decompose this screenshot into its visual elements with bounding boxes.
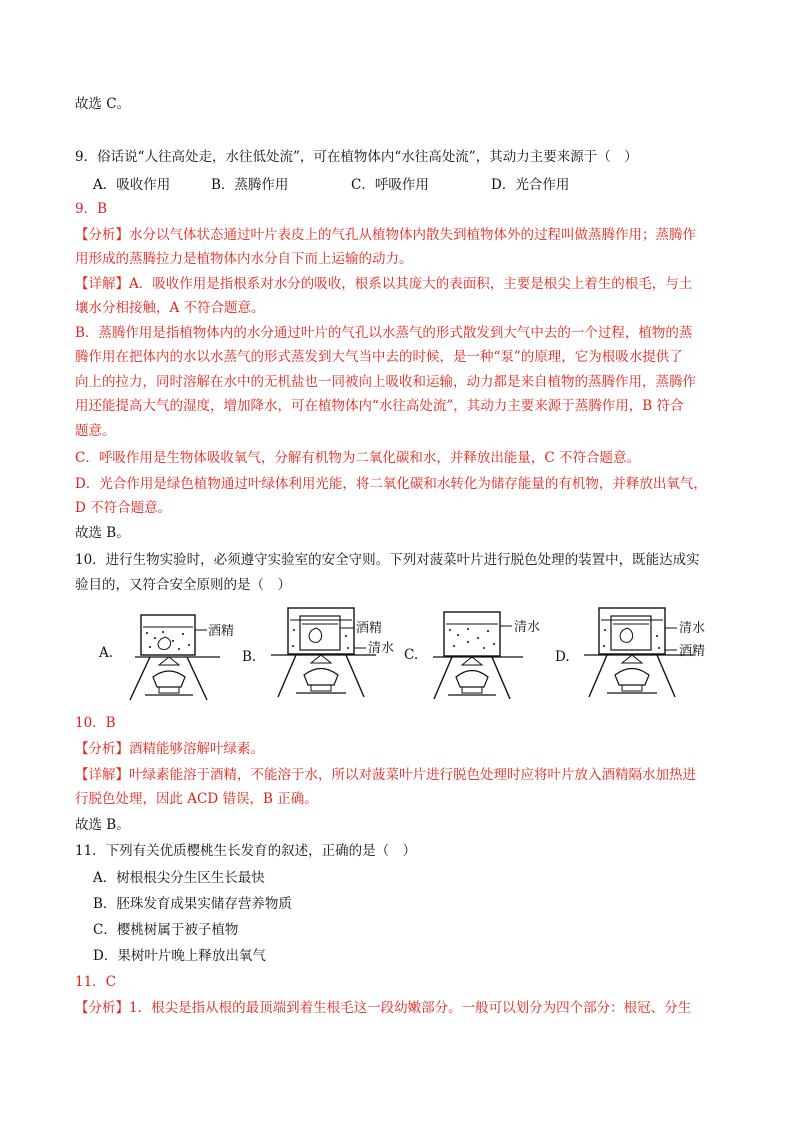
figure-b-letter: B. <box>242 649 257 665</box>
q10-detail-line2: 行脱色处理，因此 ACD 错误，B 正确。 <box>75 791 318 807</box>
q9-detail-line1 <box>75 275 692 293</box>
q10-stem-line1: 10．进行生物实验时，必须遵守实验室的安全守则。下列对菠菜叶片进行脱色处理的装置中，既能达成实 <box>75 552 700 568</box>
q9-b-line2: 腾作用在把体内的水以水蒸气的形式蒸发到大气当中去的时候，是一种“泵”的原理，它为根吸水提供了 <box>75 349 683 365</box>
q9-b-line1: B．蒸腾作用是指植物体内的水分通过叶片的气孔以水蒸气的形式散发到大气中去的一个过程，植物的蒸 <box>75 325 693 341</box>
q9-detail-tag: 【详解】 <box>75 276 129 292</box>
q9-option-c: C．呼吸作用 <box>351 177 429 193</box>
q10-detail-text1: 叶绿素能溶于酒精，不能溶于水，所以对菠菜叶片进行脱色处理时应将叶片放入酒精隔水加热进 <box>129 767 696 783</box>
figure-b-apparatus <box>266 600 426 700</box>
q10-analysis-tag: 【分析】 <box>75 741 129 757</box>
q11-option-a: A．树根根尖分生区生长最快 <box>93 870 265 886</box>
q10-conclusion: 故选 B。 <box>75 817 130 833</box>
q10-analysis <box>75 740 264 758</box>
q9-analysis-tag: 【分析】 <box>75 227 129 243</box>
q11-analysis-line1 <box>75 999 691 1017</box>
q9-option-a: A．吸收作用 <box>93 177 171 193</box>
q10-answer: 10．B <box>75 715 116 731</box>
q9-b-line5: 题意。 <box>75 423 116 439</box>
figure-d-label-2: 酒精 <box>679 644 706 659</box>
figure-d-label-1: 清水 <box>679 621 706 636</box>
q9-answer: 9．B <box>75 201 108 217</box>
q11-option-d: D．果树叶片晚上释放出氧气 <box>93 948 266 964</box>
figure-a-label-1: 酒精 <box>208 624 235 639</box>
prev-conclusion: 故选 C。 <box>75 96 131 112</box>
q11-answer: 11．C <box>75 974 117 990</box>
q9-d-line1: D．光合作用是绿色植物通过叶绿体利用光能，将二氧化碳和水转化为储存能量的有机物，并释放出氧气， <box>75 476 707 492</box>
q9-d-line2: D 不符合题意。 <box>75 500 172 516</box>
q9-detail-line2: 壤水分相接触，A 不符合题意。 <box>75 300 265 316</box>
q10-analysis-text: 酒精能够溶解叶绿素。 <box>129 741 264 757</box>
q9-analysis-line2: 用形成的蒸腾拉力是植物体内水分自下而上运输的动力。 <box>75 251 413 267</box>
q9-option-d: D．光合作用 <box>491 177 570 193</box>
figure-c-label-1: 清水 <box>514 620 541 635</box>
q9-options <box>93 176 569 194</box>
q9-c-line1: C．呼吸作用是生物体吸收氧气，分解有机物为二氧化碳和水，并释放出能量，C 不符合题意。 <box>75 450 640 466</box>
figure-d-apparatus <box>579 600 739 700</box>
q11-stem: 11．下列有关优质樱桃生长发育的叙述，正确的是（ ） <box>75 843 417 859</box>
q10-stem-line2: 验目的，又符合安全原则的是（ ） <box>75 577 291 593</box>
q9-b-line4: 用还能提高大气的湿度，增加降水，可在植物体内“水往高处流”，其动力主要来源于蒸腾作用，B 符合 <box>75 398 684 414</box>
q11-analysis-text1: 1．根尖是指从根的最顶端到着生根毛这一段幼嫩部分。一般可以划分为四个部分：根冠、分生 <box>129 1000 692 1016</box>
q10-detail-line1 <box>75 766 696 784</box>
q11-option-c: C．樱桃树属于被子植物 <box>93 922 239 938</box>
q9-b-line3: 向上的拉力，同时溶解在水中的无机盐也一同被向上吸收和运输，动力都是来自植物的蒸腾作用，蒸腾作 <box>75 374 696 390</box>
figure-c-letter: C. <box>404 647 419 663</box>
q9-analysis-line1 <box>75 226 696 244</box>
figure-b-label-1: 酒精 <box>356 621 383 636</box>
q10-detail-tag: 【详解】 <box>75 767 129 783</box>
q9-detail-text1: A．吸收作用是指根系对水分的吸收，根系以其庞大的表面积，主要是根尖上着生的根毛，与土 <box>129 276 693 292</box>
q9-stem: 9．俗话说“人往高处走，水往低处流”，可在植物体内“水往高处流”，其动力主要来源于（ ） <box>75 149 638 165</box>
figure-a-letter: A. <box>99 645 114 661</box>
figure-d-letter: D. <box>555 649 570 665</box>
q9-analysis-text1: 水分以气体状态通过叶片表皮上的气孔从植物体内散失到植物体外的过程叫做蒸腾作用；蒸腾作 <box>129 227 696 243</box>
q11-analysis-tag: 【分析】 <box>75 1000 129 1016</box>
figure-b-label-2: 清水 <box>368 641 395 656</box>
q9-conclusion: 故选 B。 <box>75 525 130 541</box>
q11-option-b: B．胚珠发育成果实储存营养物质 <box>93 896 292 912</box>
q9-option-b: B．蒸腾作用 <box>211 177 289 193</box>
